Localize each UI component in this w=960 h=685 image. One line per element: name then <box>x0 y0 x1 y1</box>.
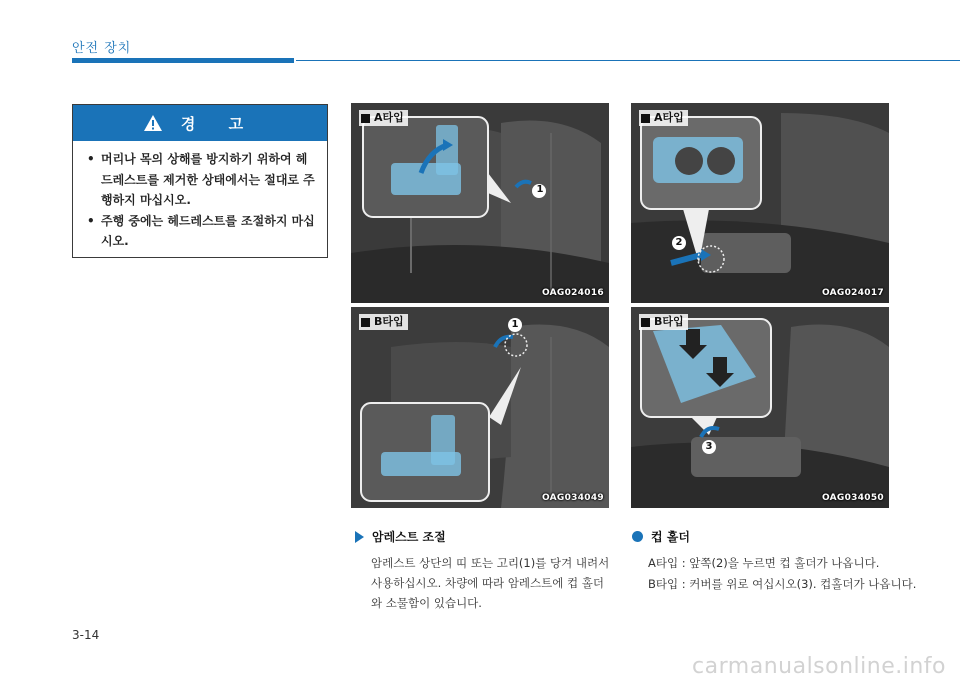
photo-code: OAG024017 <box>821 288 884 298</box>
cupholder-line-a: A타입 : 앞쪽(2)을 누르면 컵 홀더가 나옵니다. <box>648 556 880 570</box>
cupholder-title-text: 컵 홀더 <box>651 530 690 544</box>
armrest-a-illustration <box>351 103 609 303</box>
site-watermark: carmanualsonline.info <box>692 654 946 679</box>
header-rule-thick <box>72 58 294 63</box>
armrest-a-photo <box>351 103 609 303</box>
photo-code: OAG024016 <box>541 288 604 298</box>
photo-type-tag: A타입 <box>359 110 408 126</box>
warning-box <box>72 104 328 258</box>
cupholder-section-title <box>632 528 690 545</box>
warning-title: 경 고 <box>180 114 258 133</box>
armrest-body: 암레스트 상단의 띠 또는 고리(1)를 당겨 내려서 사용하십시오. 차량에 따라 암레스트에 컵 홀더와 소물함이 있습니다. <box>371 556 610 610</box>
cupholder-b-photo <box>631 307 889 508</box>
cupholder-a-illustration <box>631 103 889 303</box>
circle-bullet-icon <box>632 531 643 542</box>
photo-code: OAG034049 <box>541 493 604 503</box>
callout-number: 1 <box>536 184 544 195</box>
warning-triangle-icon <box>143 114 163 132</box>
cupholder-a-photo <box>631 103 889 303</box>
section-header-title: 안전 장치 <box>72 41 132 56</box>
warning-list <box>73 141 327 252</box>
cupholder-b-illustration <box>631 307 889 508</box>
armrest-b-photo <box>351 307 609 508</box>
warning-item: • 주행 중에는 헤드레스트를 조절하지 마십시오. <box>85 211 317 252</box>
callout-number: 3 <box>705 441 713 452</box>
callout-number: 1 <box>511 319 519 330</box>
page-number: 3-14 <box>72 628 100 642</box>
photo-code: OAG034050 <box>821 493 884 503</box>
callout-number: 2 <box>675 237 683 248</box>
photo-type-tag: B타입 <box>639 314 688 330</box>
photo-type-tag: A타입 <box>639 110 688 126</box>
triangle-bullet-icon <box>355 531 364 543</box>
header-rule-thin <box>296 60 960 61</box>
cupholder-line-b: B타입 : 커버를 위로 여십시오(3). 컵홀더가 나옵니다. <box>648 577 917 591</box>
warning-item: • 머리나 목의 상해를 방지하기 위하여 헤드레스트를 제거한 상태에서는 절대로 주행하지 마십시오. <box>85 149 317 211</box>
photo-type-tag: B타입 <box>359 314 408 330</box>
armrest-section-title <box>355 528 446 545</box>
warning-header <box>73 105 327 141</box>
armrest-b-illustration <box>351 307 609 508</box>
armrest-title-text: 암레스트 조절 <box>372 530 446 544</box>
